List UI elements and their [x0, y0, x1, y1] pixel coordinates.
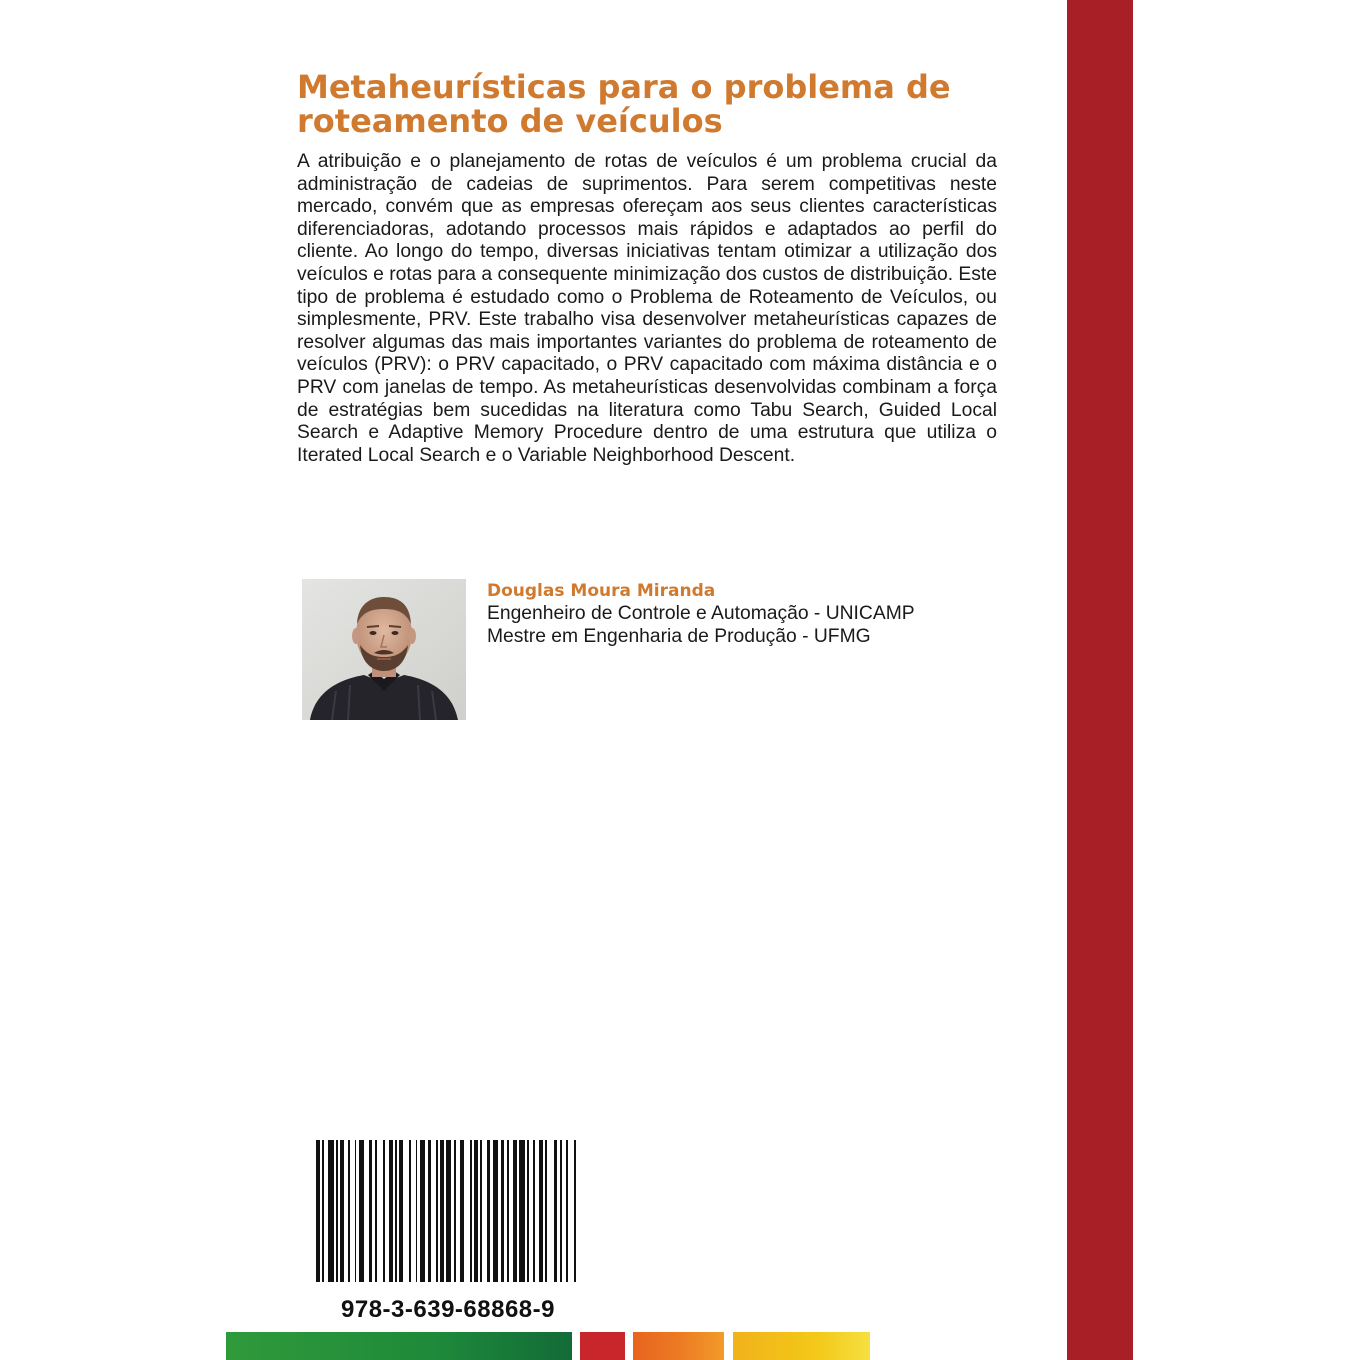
barcode-bar — [545, 1140, 547, 1282]
barcode-bar — [316, 1140, 320, 1282]
barcode-bar — [369, 1140, 373, 1282]
barcode-bar — [527, 1140, 529, 1282]
barcode-bar — [454, 1140, 456, 1282]
barcode-bar — [355, 1140, 357, 1282]
color-strip-orange — [633, 1332, 724, 1360]
barcode-bar — [487, 1140, 491, 1282]
barcode-bar — [560, 1140, 562, 1282]
barcode-bar — [519, 1140, 524, 1282]
barcode-bar — [399, 1140, 403, 1282]
barcode-bar — [554, 1140, 558, 1282]
barcode-bar — [493, 1140, 498, 1282]
barcode-bar — [389, 1140, 393, 1282]
barcode-bar — [395, 1140, 397, 1282]
barcode-bar — [359, 1140, 364, 1282]
author-credential-2: Mestre em Engenharia de Produção - UFMG — [487, 626, 871, 647]
barcode-bar — [336, 1140, 338, 1282]
barcode-bar — [574, 1140, 576, 1282]
barcode-bar — [474, 1140, 478, 1282]
barcode-bar — [446, 1140, 451, 1282]
barcode-bar — [416, 1140, 418, 1282]
barcode-bar — [507, 1140, 509, 1282]
barcode-bar — [420, 1140, 425, 1282]
isbn-number: 978-3-639-68868-9 — [341, 1296, 555, 1323]
barcode-bar — [566, 1140, 568, 1282]
barcode-bar — [460, 1140, 464, 1282]
barcode-bar — [348, 1140, 350, 1282]
book-blurb: A atribuição e o planejamento de rotas de veículos é um problema crucial da administração de cadeias de suprimentos. Para serem competitivas neste mercado, convém que as empresas ofereçam aos seus clientes características diferenciadoras, adotando processos mais rápidos e adaptados ao perfil do cliente. Ao longo do tempo, diversas iniciativas tentam otimizar a utilização dos veículos e rotas para a consequente minimização dos custos de distribuição. Este tipo de problema é estudado como o Problema de Roteamento de Veículos, ou simplesmente, PRV. Este trabalho visa desenvolver metaheurísticas capazes de resolver algumas das mais importantes variantes do problema de roteamento de veículos (PRV): o PRV capacitado, o PRV capacitado com máxima distância e o PRV com janelas de tempo. As metaheurísticas desenvolvidas combinam a força de estratégias bem sucedidas na literatura como Tabu Search, Guided Local Search e Adaptive Memory Procedure dentro de uma estrutura que utiliza o Iterated Local Search e o Variable Neighborhood Descent. — [297, 151, 997, 466]
barcode-bar — [383, 1140, 385, 1282]
barcode-bar — [340, 1140, 344, 1282]
barcode-bar — [480, 1140, 482, 1282]
barcode-bar — [322, 1140, 324, 1282]
barcode-bar — [440, 1140, 444, 1282]
barcode-bar — [436, 1140, 438, 1282]
spine-stripe — [1067, 0, 1133, 1360]
barcode-bar — [533, 1140, 535, 1282]
author-info — [487, 580, 1047, 648]
barcode-bar — [501, 1140, 505, 1282]
author-credential-1: Engenheiro de Controle e Automação - UNICAMP — [487, 603, 915, 624]
color-strip-yellow — [733, 1332, 870, 1360]
barcode-bar — [375, 1140, 377, 1282]
barcode-bar — [428, 1140, 432, 1282]
color-strip-red — [580, 1332, 625, 1360]
barcode-bar — [409, 1140, 411, 1282]
color-strip-green — [226, 1332, 572, 1360]
barcode-bar — [328, 1140, 333, 1282]
barcode-bar — [470, 1140, 472, 1282]
barcode-bar — [539, 1140, 543, 1282]
book-title: Metaheurísticas para o problema de roteamento de veículos — [297, 68, 951, 140]
author-photo — [302, 579, 466, 720]
barcode-bar — [513, 1140, 517, 1282]
isbn-barcode — [316, 1140, 580, 1282]
author-name: Douglas Moura Miranda — [487, 581, 716, 601]
